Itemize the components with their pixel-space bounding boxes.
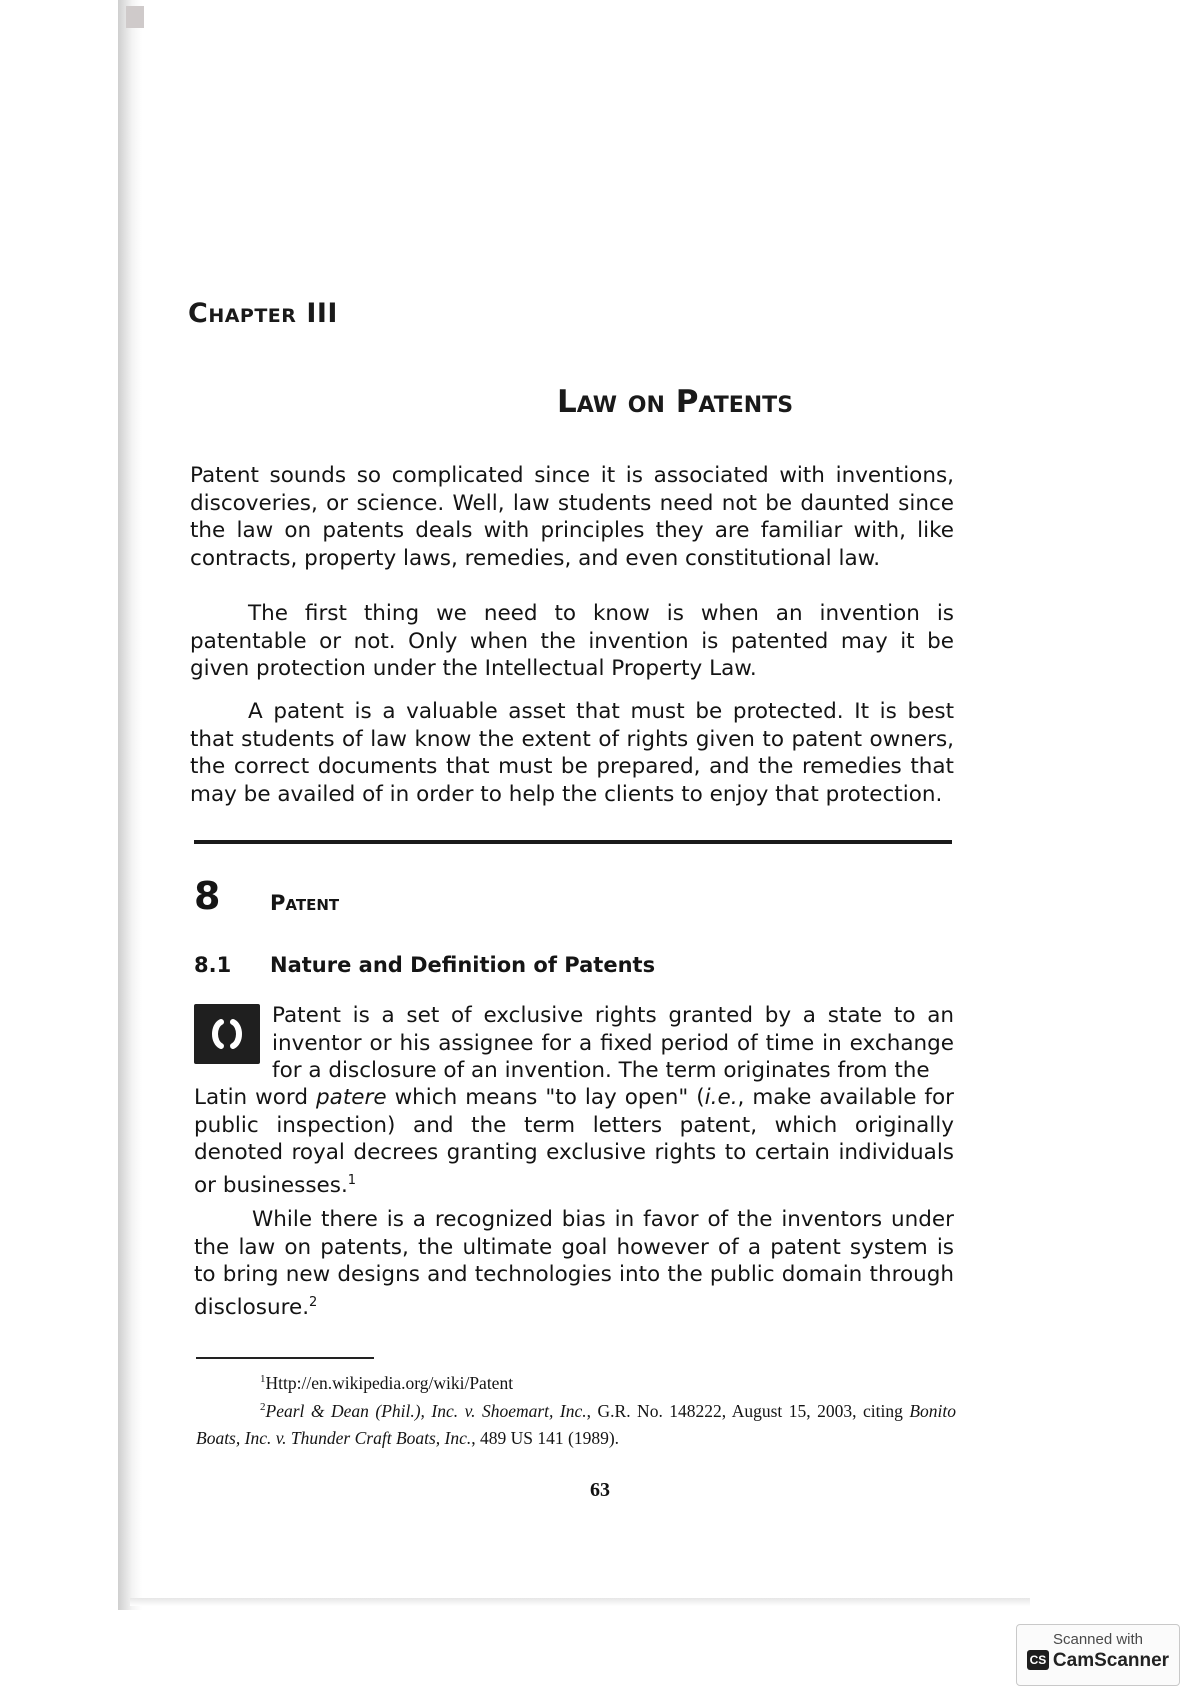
- footnote-1: $^1$Http://en.wikipedia.org/wiki/Patent: [260, 1372, 514, 1393]
- section-title: Patent: [270, 891, 340, 915]
- chapter-label: Chapter III: [188, 298, 338, 329]
- page-bottom-shadow: [130, 1598, 1030, 1606]
- scan-edge-shadow: [118, 0, 142, 1610]
- intro-paragraph-2: The first thing we need to know is when an invention is patentable or not. Only when the invention is patented may it be given protection under the Intellectual Property Law.: [190, 601, 954, 681]
- term-patere: patere: [316, 1085, 387, 1110]
- footnote-2: $^2$Pearl & Dean (Phil.), Inc. v. Shoemart, Inc., G.R. No. 148222, August 15, 2003, citing Bonito Boats, Inc. v. Thunder Craft Boats, Inc., 489 US 141 (1989).: [196, 1400, 957, 1448]
- subsection-title: Nature and Definition of Patents: [270, 953, 656, 977]
- page-number: 63: [590, 1479, 610, 1501]
- section-number: 8: [194, 874, 221, 918]
- subsection-number: 8.1: [194, 953, 232, 977]
- watermark-caption: Scanned with: [1052, 1631, 1144, 1648]
- camscanner-logo-icon: CS: [1027, 1650, 1049, 1670]
- footnote-ref-2: 2: [309, 1294, 318, 1310]
- footnote-rule: [196, 1357, 374, 1359]
- intro-paragraph-3: A patent is a valuable asset that must be protected. It is best that students of law know the extent of rights given to patent owners, the correct documents that must be prepared, and the remedies that may be availed of in order to help the clients to enjoy that protection.: [190, 699, 954, 807]
- body-paragraph-1-lead: Patent is a set of exclusive rights granted by a state to an inventor or his assignee for a fixed period of time in exchange for a disclosure of an invention. The term originates from the: [272, 1003, 954, 1083]
- chapter-title: Law on Patents: [556, 384, 794, 420]
- body-paragraph-1-rest: Latin word patere which means "to lay open" (i.e., make available for public inspection) and the term letters patent, which originally denoted royal decrees granting exclusive rights to certain individuals or businesses.$^1$: [194, 1085, 954, 1198]
- body-paragraph-2: While there is a recognized bias in favor of the inventors under the law on patents, the ultimate goal however of a patent system is to bring new designs and technologies into the public domain through disclosure.$^2$: [194, 1207, 954, 1320]
- watermark-brand: CS CamScanner: [1017, 1650, 1179, 1672]
- section-divider: [194, 840, 952, 844]
- intro-paragraph-1: Patent sounds so complicated since it is associated with inventions, discoveries, or science. Well, law students need not be daunted since the law on patents deals with principles they are familiar with, like contracts, property laws, remedies, and even constitutional law.: [190, 463, 954, 571]
- camscanner-watermark: [1016, 1624, 1180, 1686]
- footnote-ref-1: 1: [347, 1172, 357, 1188]
- scan-corner-mark: [126, 6, 144, 28]
- quote-marks-icon: [194, 1004, 260, 1064]
